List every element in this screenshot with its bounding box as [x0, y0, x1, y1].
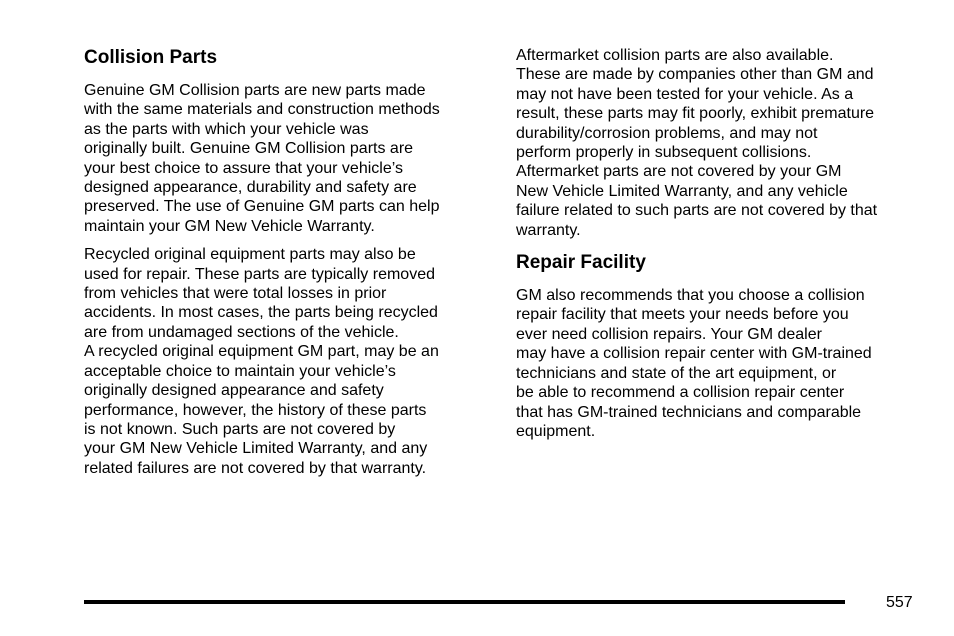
text-line: A recycled original equipment GM part, may be an [84, 343, 439, 361]
text-line: Aftermarket collision parts are also available. [516, 47, 834, 64]
text-line: technicians and state of the art equipment, or [516, 364, 837, 382]
right-column [516, 46, 936, 450]
text-line: Recycled original equipment parts may also be [84, 246, 416, 264]
text-line: acceptable choice to maintain your vehicle’s [84, 362, 396, 380]
text-line: used for repair. These parts are typically removed [84, 265, 435, 283]
text-line: designed appearance, durability and safety are [84, 179, 417, 197]
text-line: perform properly in subsequent collisions. [516, 144, 812, 162]
text-line: may have a collision repair center with GM-trained [516, 345, 872, 363]
text-line: your GM New Vehicle Limited Warranty, and any [84, 440, 428, 458]
text-line: These are made by companies other than GM and [516, 66, 874, 84]
section-heading-repair-facility: Repair Facility [516, 252, 646, 274]
text-line: maintain your GM New Vehicle Warranty. [84, 217, 375, 235]
paragraph-aftermarket-parts [516, 46, 936, 240]
text-line: originally designed appearance and safety [84, 382, 384, 400]
text-line: is not known. Such parts are not covered by [84, 420, 396, 438]
text-line: repair facility that meets your needs before you [516, 306, 849, 324]
text-line: warranty. [516, 221, 581, 239]
text-line: be able to recommend a collision repair center [516, 384, 845, 402]
text-line: as the parts with which your vehicle was [84, 120, 369, 138]
paragraph-recycled-parts [84, 245, 504, 478]
text-line: equipment. [516, 422, 596, 440]
text-line: Genuine GM Collision parts are new parts made [84, 82, 426, 99]
text-line: may not have been tested for your vehicle. As a [516, 85, 854, 103]
text-line: GM also recommends that you choose a collision [516, 287, 865, 305]
paragraph-genuine-parts [84, 81, 504, 236]
text-line: Aftermarket parts are not covered by your GM [516, 163, 842, 181]
text-line: with the same materials and construction methods [84, 101, 440, 119]
text-line: performance, however, the history of these parts [84, 401, 427, 419]
text-line: your best choice to assure that your vehicle’s [84, 159, 403, 177]
section-heading-collision-parts: Collision Parts [84, 47, 218, 68]
text-line: result, these parts may fit poorly, exhibit premature [516, 105, 875, 123]
text-line: originally built. Genuine GM Collision parts are [84, 140, 414, 158]
paragraph-repair-facility [516, 286, 936, 441]
text-line: accidents. In most cases, the parts being recycled [84, 304, 438, 322]
footer-rule [84, 600, 845, 604]
text-line: ever need collision repairs. Your GM dealer [516, 325, 822, 343]
text-line: preserved. The use of Genuine GM parts can help [84, 198, 440, 216]
text-line: failure related to such parts are not covered by that [516, 202, 878, 220]
text-line: durability/corrosion problems, and may not [516, 124, 818, 142]
text-line: from vehicles that were total losses in prior [84, 285, 387, 303]
left-column [84, 46, 504, 487]
text-line: New Vehicle Limited Warranty, and any vehicle [516, 182, 848, 200]
text-line: that has GM-trained technicians and comparable [516, 403, 862, 421]
text-line: related failures are not covered by that warranty. [84, 459, 427, 477]
page-number: 557 [886, 594, 913, 611]
text-line: are from undamaged sections of the vehicle. [84, 323, 399, 341]
